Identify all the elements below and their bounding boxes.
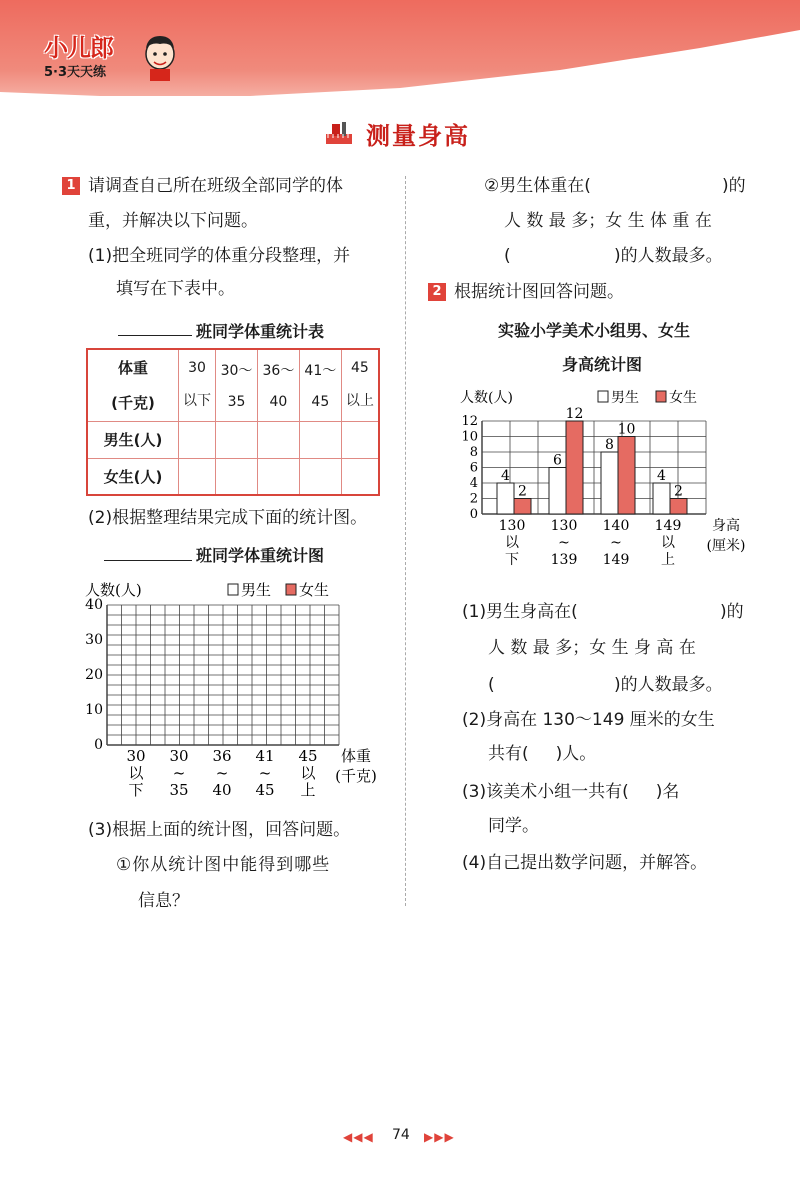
q2-part3-line1: (3)该美术小组一共有( )名 — [462, 782, 680, 802]
table-input-cell[interactable] — [257, 421, 299, 458]
table-col-header: 45 以上 — [341, 349, 379, 421]
q1-part1-line2: 填写在下表中。 — [116, 279, 235, 299]
q2-part1-line3-b: )的人数最多。 — [614, 675, 723, 695]
x-axis-label: (厘米) — [706, 538, 746, 554]
x-tick-label: ~ — [258, 764, 272, 782]
x-tick-label: 139 — [550, 552, 578, 568]
q1-part3-q2-line3-b: )的人数最多。 — [614, 246, 723, 266]
q2-part3-line2: 同学。 — [488, 816, 539, 836]
next-page-arrows[interactable]: ▶▶▶ — [424, 1130, 455, 1144]
y-tick-label: 10 — [85, 702, 103, 718]
y-axis-label: 人数(人) — [85, 581, 142, 599]
x-tick-label: 130 — [498, 518, 526, 534]
legend-label-boys: 男生 — [611, 390, 639, 406]
table-col-header: 36～ 40 — [257, 349, 299, 421]
x-tick-label: 140 — [602, 518, 630, 534]
legend-swatch-girls — [656, 391, 666, 402]
x-tick-label: ~ — [558, 535, 570, 551]
x-tick-label: 149 — [602, 552, 630, 568]
x-tick-label: 以 — [505, 535, 519, 551]
bar-boys — [497, 483, 514, 514]
q2-part1-line3-a: ( — [488, 675, 495, 695]
legend-swatch-boys — [598, 391, 608, 402]
height-chart — [440, 380, 760, 590]
chart2-title-1: 实验小学美术小组男、女生 — [498, 321, 691, 340]
table-head-cell — [87, 349, 179, 421]
y-tick-label: 4 — [469, 476, 478, 491]
x-tick-label: 以 — [661, 535, 675, 551]
table-input-cell[interactable] — [257, 458, 299, 495]
q2-intro: 根据统计图回答问题。 — [454, 282, 624, 302]
x-tick-label: 130 — [550, 518, 578, 534]
x-axis-label: 体重 — [340, 747, 372, 765]
x-tick-label: ~ — [610, 535, 622, 551]
table-input-cell[interactable] — [299, 458, 341, 495]
bar-label-girls: 12 — [565, 406, 584, 422]
x-tick-label: 30 — [126, 747, 146, 765]
table-head-top: 体重 — [117, 359, 148, 378]
bar-label-boys: 4 — [501, 468, 510, 484]
bar-label-girls: 2 — [674, 483, 683, 500]
x-tick-label: ~ — [172, 764, 186, 782]
x-tick-label: 上 — [300, 781, 316, 799]
legend-swatch-boys — [228, 584, 238, 595]
q1-part3-q2-line2: 人 数 最 多；女 生 体 重 在 — [504, 211, 712, 231]
table-head-bottom: (千克) — [111, 394, 155, 413]
y-tick-label: 30 — [85, 632, 103, 648]
legend-label-boys: 男生 — [241, 581, 272, 599]
y-tick-label: 6 — [469, 460, 478, 476]
x-tick-label: 以 — [128, 764, 144, 782]
brand-name: 小儿郎 — [44, 34, 113, 62]
table-input-cell[interactable] — [299, 421, 341, 458]
x-axis-label: (千克) — [335, 767, 377, 785]
q1-part3-q2-line3-a: ( — [504, 246, 511, 266]
bar-boys — [601, 452, 618, 514]
x-tick-label: 下 — [505, 552, 519, 568]
q1-part3-q2-b: )的 — [722, 176, 746, 196]
q1-part1-line1: (1)把全班同学的体重分段整理，并 — [88, 246, 351, 266]
x-tick-label: ~ — [215, 764, 229, 782]
x-tick-label: 上 — [661, 552, 675, 568]
table-input-cell[interactable] — [216, 458, 258, 495]
x-tick-label: 149 — [654, 518, 682, 534]
q1-part3-q1-line1: ①你从统计图中能得到哪些 — [116, 855, 331, 875]
bar-label-boys: 6 — [553, 452, 562, 469]
bar-girls — [514, 499, 531, 515]
question-2-badge: 2 — [428, 283, 446, 301]
bar-label-boys: 8 — [605, 437, 614, 453]
q1-line2: 重，并解决以下问题。 — [88, 211, 258, 231]
column-divider — [405, 176, 406, 906]
x-tick-label: 下 — [128, 781, 144, 799]
bar-label-girls: 10 — [617, 421, 636, 438]
chart1-title: 班同学体重统计图 — [196, 546, 325, 565]
y-tick-label: 10 — [461, 429, 478, 445]
weight-chart[interactable] — [80, 575, 380, 815]
q2-part1-b: )的 — [720, 602, 744, 622]
y-tick-label: 40 — [85, 597, 103, 613]
q1-part3: (3)根据上面的统计图，回答问题。 — [88, 820, 351, 840]
prev-page-arrows[interactable]: ◀◀◀ — [343, 1130, 374, 1144]
y-tick-label: 20 — [85, 667, 103, 683]
table-col-header: 41～ 45 — [299, 349, 341, 421]
table-row-label-boys: 男生(人) — [87, 421, 179, 458]
brand-subtitle: 5·3天天练 — [44, 65, 107, 80]
bar-label-girls: 2 — [518, 483, 527, 500]
q1-part3-q2-a: ②男生体重在( — [484, 176, 591, 196]
x-tick-label: 以 — [300, 764, 316, 782]
y-tick-label: 0 — [469, 507, 478, 522]
table-title: 班同学体重统计表 — [196, 322, 325, 341]
table-input-cell[interactable] — [179, 458, 216, 495]
ruler-pencil-icon — [324, 120, 354, 148]
chart2-title-2: 身高统计图 — [562, 355, 643, 374]
table-col-header: 30～ 35 — [216, 349, 258, 421]
q2-part2-line2: 共有( )人。 — [488, 744, 597, 764]
q1-part3-q1-line2: 信息？ — [138, 891, 189, 911]
x-tick-label: 41 — [255, 747, 275, 765]
page-title — [324, 116, 470, 151]
legend-label-girls: 女生 — [669, 390, 697, 406]
q2-part4: (4)自己提出数学问题，并解答。 — [462, 853, 708, 873]
table-input-cell[interactable] — [216, 421, 258, 458]
bar-boys — [549, 468, 566, 515]
q1-line1: 请调查自己所在班级全部同学的体 — [88, 176, 343, 196]
weight-table — [86, 348, 380, 496]
x-tick-label: 40 — [212, 781, 232, 799]
x-tick-label: 45 — [298, 747, 318, 765]
x-tick-label: 30 — [169, 747, 189, 765]
x-axis-label: 身高 — [712, 518, 740, 534]
legend-label-girls: 女生 — [299, 581, 330, 599]
bar-boys — [653, 483, 670, 514]
question-1-badge: 1 — [62, 177, 80, 195]
x-tick-label: 35 — [169, 781, 189, 799]
table-col-header: 30 以下 — [179, 349, 216, 421]
q1-part2: (2)根据整理结果完成下面的统计图。 — [88, 508, 368, 528]
class-name-blank[interactable] — [118, 335, 192, 336]
chart-class-blank[interactable] — [104, 560, 192, 561]
mascot-boy-icon — [140, 32, 180, 82]
y-tick-label: 12 — [461, 414, 478, 429]
bar-girls — [670, 499, 687, 515]
y-tick-label: 0 — [94, 737, 103, 753]
x-tick-label: 45 — [255, 781, 275, 799]
q2-part2-line1: (2)身高在 130～149 厘米的女生 — [462, 710, 715, 730]
table-input-cell[interactable] — [179, 421, 216, 458]
header-band — [0, 0, 800, 100]
x-tick-label: 36 — [212, 747, 232, 765]
bar-girls — [566, 421, 583, 514]
brand-logo — [44, 28, 113, 80]
y-axis-label: 人数(人) — [460, 390, 513, 406]
q2-part1-line2: 人 数 最 多；女 生 身 高 在 — [488, 638, 696, 658]
y-tick-label: 2 — [469, 491, 478, 507]
y-tick-label: 8 — [469, 445, 478, 460]
page-title-text: 测量身高 — [366, 122, 470, 150]
table-row-label-girls: 女生(人) — [87, 458, 179, 495]
page-number: 74 — [392, 1127, 410, 1143]
bar-label-boys: 4 — [657, 468, 666, 484]
bar-girls — [618, 437, 635, 515]
table-input-cell[interactable] — [341, 458, 379, 495]
table-input-cell[interactable] — [341, 421, 379, 458]
q2-part1-a: (1)男生身高在( — [462, 602, 578, 622]
legend-swatch-girls — [286, 584, 296, 595]
